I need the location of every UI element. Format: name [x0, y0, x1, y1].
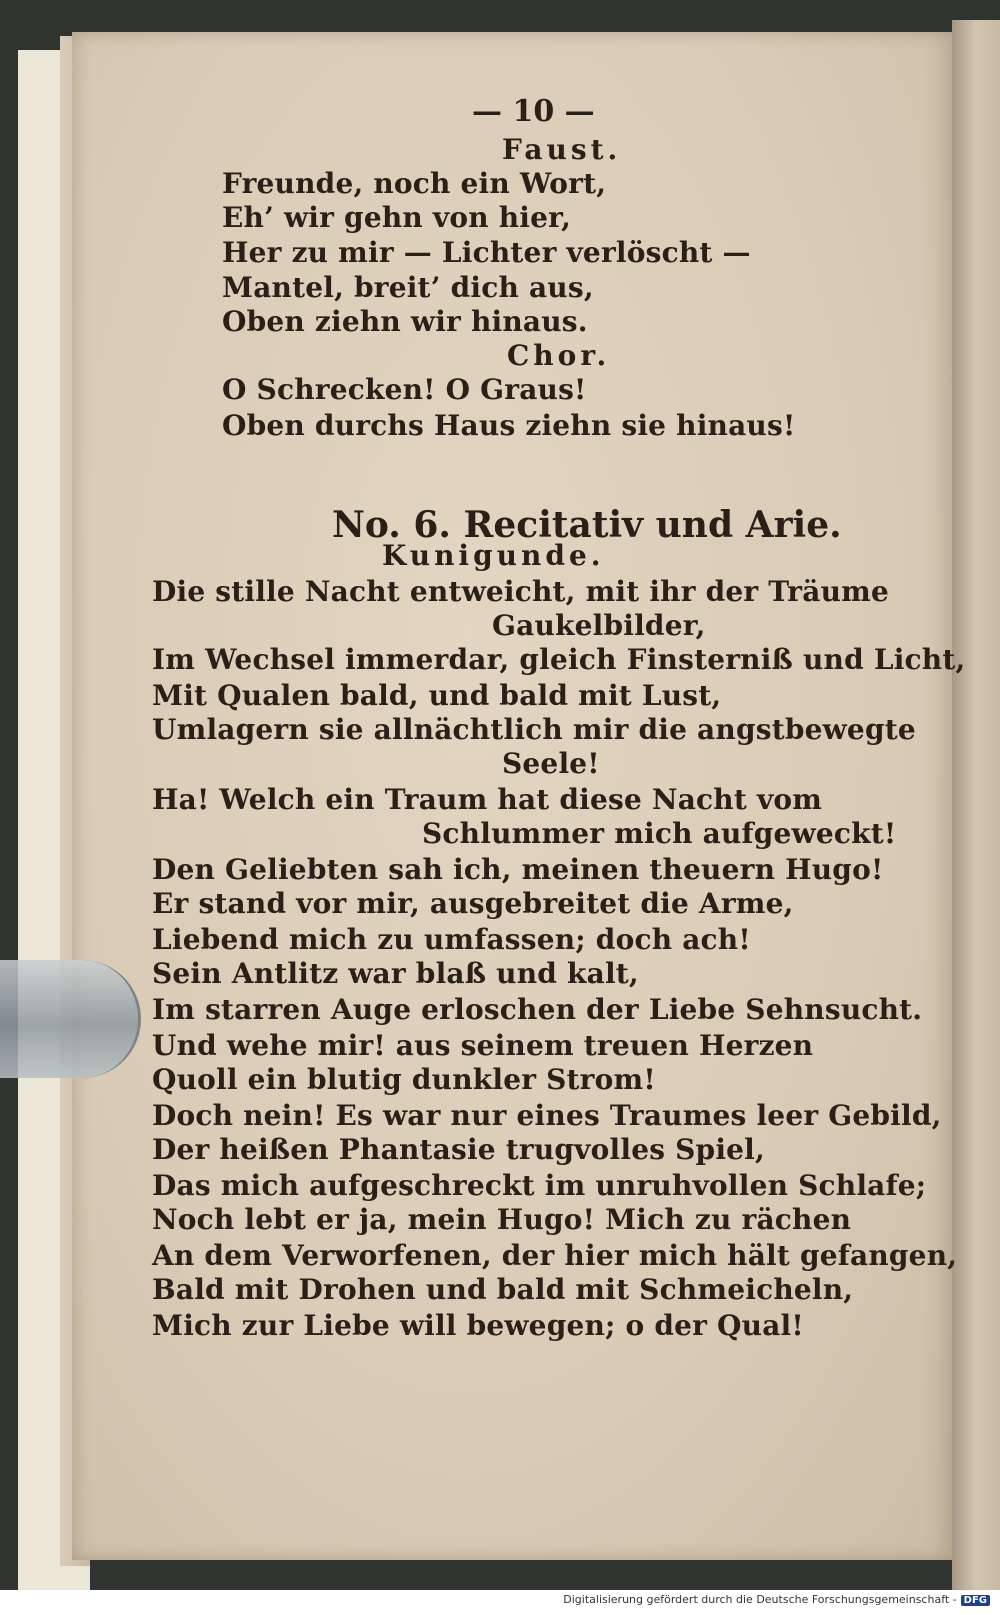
verse-line: Im starren Auge erloschen der Liebe Sehnsucht. — [152, 993, 923, 1026]
verse-line: Mich zur Liebe will bewegen; o der Qual! — [152, 1309, 804, 1342]
next-page-edge — [952, 20, 1000, 1590]
verse-line: Mantel, breit’ dich aus, — [222, 271, 594, 304]
verse-line: Im Wechsel immerdar, gleich Finsterniß und Licht, — [152, 643, 966, 676]
footer-credit — [563, 1593, 990, 1606]
verse-line: Quoll ein blutig dunkler Strom! — [152, 1063, 656, 1096]
book-page — [72, 32, 966, 1560]
verse-line: Bald mit Drohen und bald mit Schmeicheln, — [152, 1273, 854, 1306]
speaker-chor: Chor. — [507, 339, 611, 372]
verse-line: Er stand vor mir, ausgebreitet die Arme, — [152, 887, 794, 920]
verse-line: Doch nein! Es war nur eines Traumes leer Gebild, — [152, 1099, 942, 1132]
verse-line: Eh’ wir gehn von hier, — [222, 201, 572, 234]
dfg-logo-icon: DFG — [961, 1595, 990, 1606]
speaker-kunigunde: Kunigunde. — [382, 539, 605, 572]
verse-line: Gaukelbilder, — [492, 609, 706, 642]
verse-line: Umlagern sie allnächtlich mir die angstbewegte — [152, 713, 916, 746]
verse-line: Den Geliebten sah ich, meinen theuern Hugo! — [152, 853, 884, 886]
verse-line: Noch lebt er ja, mein Hugo! Mich zu rächen — [152, 1203, 852, 1236]
verse-line: O Schrecken! O Graus! — [222, 373, 587, 406]
verse-line: Der heißen Phantasie trugvolles Spiel, — [152, 1133, 765, 1166]
verse-line: Seele! — [502, 747, 600, 780]
verse-line: Und wehe mir! aus seinem treuen Herzen — [152, 1029, 814, 1062]
verse-line: Ha! Welch ein Traum hat diese Nacht vom — [152, 783, 823, 816]
verse-line: Her zu mir — Lichter verlöscht — — [222, 236, 751, 269]
verse-line: Liebend mich zu umfassen; doch ach! — [152, 923, 751, 956]
verse-line: Mit Qualen bald, und bald mit Lust, — [152, 679, 722, 712]
verse-line: Oben durchs Haus ziehn sie hinaus! — [222, 409, 796, 442]
verse-line: Sein Antlitz war blaß und kalt, — [152, 957, 639, 990]
verse-line: Die stille Nacht entweicht, mit ihr der Träume — [152, 575, 889, 608]
footer-text: Digitalisierung gefördert durch die Deutsche Forschungsgemeinschaft - — [563, 1593, 957, 1606]
verse-line: Freunde, noch ein Wort, — [222, 167, 607, 200]
verse-line: Das mich aufgeschreckt im unruhvollen Schlafe; — [152, 1169, 927, 1202]
verse-line: Oben ziehn wir hinaus. — [222, 305, 588, 338]
page-clip — [0, 960, 141, 1078]
verse-line: An dem Verworfenen, der hier mich hält gefangen, — [152, 1239, 958, 1272]
section-heading: No. 6. Recitativ und Arie. — [332, 504, 842, 546]
page-number: — 10 — — [472, 94, 595, 129]
verse-line: Schlummer mich aufgeweckt! — [422, 817, 897, 850]
speaker-faust: Faust. — [502, 133, 622, 166]
